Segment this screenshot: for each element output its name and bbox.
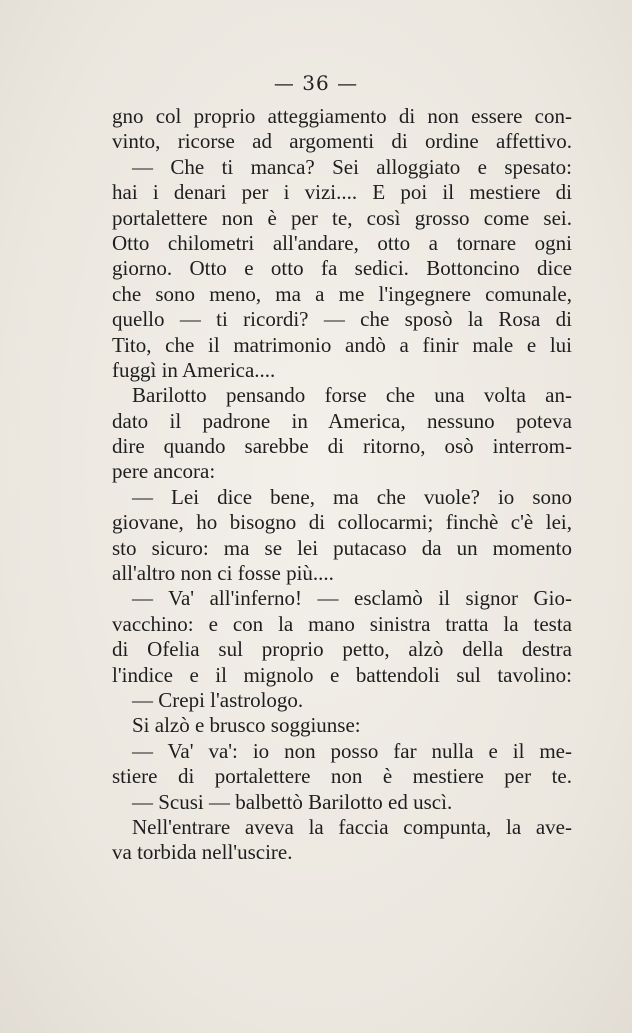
text-line: — Scusi — balbettò Barilotto ed uscì.	[132, 789, 453, 814]
text-line: Nell'entrare aveva la faccia compunta, la ave-	[132, 814, 572, 839]
text-line: quello — ti ricordi? — che sposò la Rosa di	[112, 307, 572, 332]
text-line: Si alzò e brusco soggiunse:	[132, 713, 361, 738]
text-line: vacchino: e con la mano sinistra tratta la testa	[112, 611, 572, 636]
text-line: di Ofelia sul proprio petto, alzò della destra	[112, 637, 572, 662]
text-line: — Lei dice bene, ma che vuole? io sono	[132, 484, 572, 509]
text-line: dato il padrone in America, nessuno poteva	[112, 408, 572, 433]
text-line: Otto chilometri all'andare, otto a tornare ogni	[112, 230, 572, 255]
text-line: stiere di portalettere non è mestiere per te.	[112, 764, 572, 789]
text-line: gno col proprio atteggiamento di non essere con-	[112, 104, 572, 128]
text-line: — Va' all'inferno! — esclamò il signor Gio-	[132, 586, 572, 611]
text-line: hai i denari per i vizi.... E poi il mestiere di	[112, 180, 572, 205]
text-line: giorno. Otto e otto fa sedici. Bottoncino dice	[112, 256, 572, 281]
text-line: dire quando sarebbe di ritorno, osò interrom-	[112, 434, 572, 459]
text-line: vinto, ricorse ad argomenti di ordine affettivo.	[112, 129, 572, 154]
text-line: portalettere non è per te, così grosso come sei.	[112, 205, 572, 230]
text-line: fuggì in America....	[112, 357, 276, 382]
text-line: sto sicuro: ma se lei putacaso da un momento	[112, 535, 572, 560]
text-line: Tito, che il matrimonio andò a finir male e lui	[112, 332, 572, 357]
text-line: — Crepi l'astrologo.	[132, 687, 304, 712]
text-line: va torbida nell'uscire.	[112, 840, 293, 865]
text-line: Barilotto pensando forse che una volta an-	[132, 383, 572, 408]
page-number: — 36 —	[273, 71, 359, 95]
text-line: — Che ti manca? Sei alloggiato e spesato:	[132, 154, 572, 179]
text-line: che sono meno, ma a me l'ingegnere comunale,	[112, 281, 572, 306]
text-line: — Va' va': io non posso far nulla e il me-	[132, 738, 572, 763]
text-line: pere ancora:	[112, 459, 216, 484]
text-line: all'altro non ci fosse più....	[112, 561, 334, 586]
body-text	[112, 104, 572, 866]
text-line: l'indice e il mignolo e battendoli sul tavolino:	[112, 662, 572, 687]
text-line: giovane, ho bisogno di collocarmi; finchè c'è lei,	[112, 510, 572, 535]
